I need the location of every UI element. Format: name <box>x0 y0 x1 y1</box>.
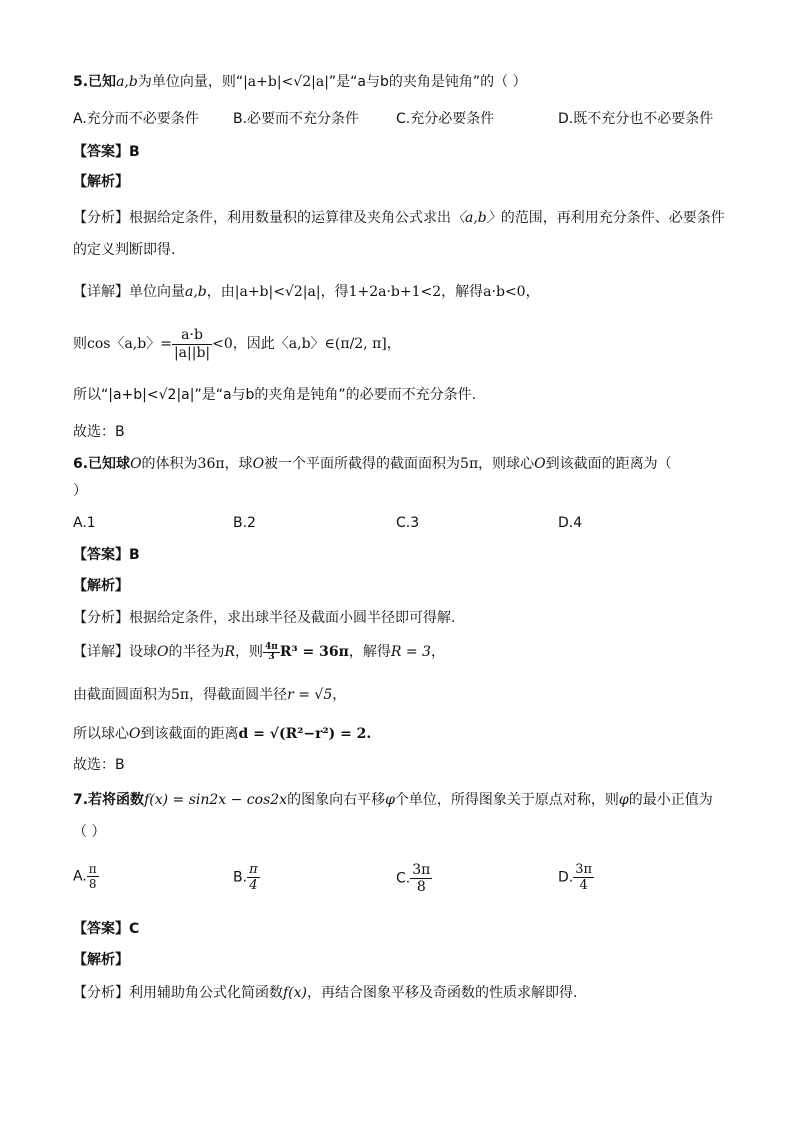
q5-analysis-heading: 【解析】 <box>73 174 129 190</box>
q6-stem-text-2: ，球 <box>224 456 253 472</box>
q5-fenxi-angle: 〈a,b〉 <box>451 210 501 226</box>
q7-option-b <box>233 862 260 893</box>
q6-xj-text-2: 的半径为 <box>168 644 225 660</box>
q6-distance-line <box>73 724 371 744</box>
q5-cos-line <box>73 326 401 362</box>
q6-volume: 36π <box>197 456 225 472</box>
q6-xj-frac-den: 3 <box>268 651 275 662</box>
q5-condition: |a+b|<√2|a| <box>243 74 329 90</box>
q5-xiangjie-line1 <box>73 282 540 302</box>
q5-xiangjie-vectors: a,b <box>185 284 207 300</box>
q5-cos-range-b: (π/2, π] <box>334 336 387 352</box>
q7-opt-c-den: 8 <box>416 879 426 895</box>
q7-answer: 【答案】C <box>73 921 140 937</box>
q6-option-a: A.1 <box>73 515 96 531</box>
q6-dist-eq: d = √(R²−r²) = 2. <box>238 726 372 742</box>
q7-opt-a-den: 8 <box>88 877 97 891</box>
q5-cos-fraction <box>172 327 212 362</box>
q5-cos-rhs: <0 <box>212 336 233 352</box>
q5-stem-text-3: a与b的夹角是钝角”的（ ） <box>357 74 527 90</box>
q6-stem-text: 的体积为 <box>141 456 198 472</box>
q7-fenxi <box>73 983 577 1003</box>
q7-analysis-heading: 【解析】 <box>73 952 129 968</box>
q6-xj-r: R <box>224 644 236 660</box>
q7-opt-b-num: π <box>249 862 258 877</box>
q7-opt-b-den: 4 <box>249 878 258 893</box>
q5-stem-text-2: ”是“ <box>328 74 358 90</box>
q7-fenxi-text: 【分析】利用辅助角公式化简函数 <box>73 985 283 1001</box>
q5-fenxi-line2: 的定义判断即得. <box>73 242 176 258</box>
q6-answer: 【答案】B <box>73 547 140 563</box>
q7-opt-d-label: D. <box>558 869 574 886</box>
q7-stem-text: 的图象向右平移 <box>287 792 386 808</box>
q5-option-d: D.既不充分也不必要条件 <box>558 111 714 127</box>
q6-jiemian-line <box>73 685 346 705</box>
q7-opt-d-num: 3π <box>575 862 593 877</box>
q6-dist-o: O <box>129 726 141 742</box>
q5-conclusion: 所以“|a+b|<√2|a|”是“a与b的夹角是钝角”的必要而不充分条件. <box>73 387 477 403</box>
q6-jm-text-3: ， <box>332 687 347 703</box>
q6-stem-close: ） <box>73 483 87 499</box>
q6-xj-text-4: ，解得 <box>348 644 391 660</box>
q5-guxuan: 故选：B <box>73 424 125 440</box>
q5-xiangjie-text-5: ， <box>525 284 540 300</box>
q5-cos-mid: ，因此 <box>232 336 275 352</box>
q7-opt-d-den: 4 <box>579 878 588 893</box>
q7-opt-b-label: B. <box>233 869 248 886</box>
q7-option-c <box>396 862 432 895</box>
q5-xiangjie-eq2: a·b<0 <box>483 284 526 300</box>
q5-cos-prefix: 则 <box>73 336 87 352</box>
q7-fenxi-text-2: ，再结合图象平移及奇函数的性质求解即得. <box>307 985 578 1001</box>
q5-stem-text: 为单位向量，则“ <box>137 74 244 90</box>
q6-stem-text-4: ，则球心 <box>478 456 535 472</box>
q5-xiangjie-text: 【详解】单位向量 <box>73 284 185 300</box>
q6-dist-text: 所以球心 <box>73 726 129 742</box>
q5-cos-lhs: cos〈a,b〉= <box>87 336 172 352</box>
q6-sphere-o: O <box>130 456 142 472</box>
q5-cos-range-a: 〈a,b〉∈ <box>274 336 335 352</box>
q5-option-a: A.充分而不必要条件 <box>73 111 199 127</box>
q7-stem-text-3: 的最小正值为 <box>628 792 713 808</box>
q6-xj-text-3: ，则 <box>235 644 264 660</box>
q7-opt-c-fraction <box>410 862 432 895</box>
q7-number: 7.若将函数 <box>73 792 145 808</box>
q7-stem-close: （ ） <box>73 824 106 840</box>
q7-option-d <box>558 862 594 893</box>
q6-stem <box>73 454 672 474</box>
q6-area: 5π <box>460 456 479 472</box>
q7-opt-d-fraction <box>573 862 594 893</box>
q7-stem-text-2: 个单位，所得图象关于原点对称，则 <box>394 792 619 808</box>
q6-jm-area: 5π <box>171 687 190 703</box>
q6-xj-text-5: ， <box>430 644 445 660</box>
q7-opt-c-num: 3π <box>412 862 431 878</box>
q6-xj-frac-num: 4π <box>265 641 278 652</box>
q7-stem <box>73 790 713 810</box>
q6-xj-fraction <box>263 643 280 662</box>
q7-opt-a-label: A. <box>73 868 87 885</box>
q6-jm-text-2: ，得截面圆半径 <box>189 687 288 703</box>
q5-cos-denominator: |a||b| <box>173 344 211 361</box>
q6-number: 6.已知球 <box>73 456 131 472</box>
q5-xiangjie-text-4: ，解得 <box>441 284 484 300</box>
q7-fenxi-f: f(x) <box>283 985 308 1001</box>
q5-xiangjie-text-2: ，由 <box>206 284 235 300</box>
q6-stem-text-3: 被一个平面所截得的截面面积为 <box>264 456 461 472</box>
q6-xj-r3: R = 3 <box>390 644 431 660</box>
q7-phi-2: φ <box>618 792 629 808</box>
q6-jm-r: r = √5 <box>287 687 333 703</box>
q6-sphere-o-2: O <box>252 456 265 472</box>
q7-opt-b-fraction <box>247 862 260 893</box>
q6-option-d: D.4 <box>558 515 583 531</box>
q7-opt-a-fraction <box>87 862 99 891</box>
q7-function: f(x) = sin2x − cos2x <box>144 792 288 808</box>
q7-opt-a-num: π <box>88 862 97 876</box>
q6-sphere-o-3: O <box>534 456 546 472</box>
q5-cos-numerator: a·b <box>172 327 212 345</box>
q5-fenxi-text-2: 的范围，再利用充分条件、必要条件 <box>500 210 725 226</box>
q5-cos-end: ， <box>386 336 401 352</box>
q6-xj-o: O <box>157 644 169 660</box>
q5-option-c: C.充分必要条件 <box>396 111 495 127</box>
q7-opt-c-label: C. <box>396 870 411 887</box>
q6-option-b: B.2 <box>233 515 256 531</box>
q5-xiangjie-condition: |a+b|<√2|a| <box>234 284 321 300</box>
q5-xiangjie-text-3: ，得 <box>320 284 349 300</box>
q6-dist-text-2: 到该截面的距离 <box>140 726 239 742</box>
q5-option-b: B.必要而不充分条件 <box>233 111 360 127</box>
q6-option-c: C.3 <box>396 515 420 531</box>
q7-option-a <box>73 862 99 891</box>
q6-xj-text: 【详解】设球 <box>73 644 157 660</box>
q6-stem-text-5: 到该截面的距离为（ <box>545 456 672 472</box>
q5-fenxi-line1 <box>73 208 725 228</box>
q6-fenxi: 【分析】根据给定条件，求出球半径及截面小圆半径即可得解. <box>73 610 456 626</box>
q5-vectors: a,b <box>116 74 138 90</box>
q5-fenxi-text: 【分析】根据给定条件，利用数量积的运算律及夹角公式求出 <box>73 210 451 226</box>
q5-xiangjie-eq1: 1+2a·b+1<2 <box>348 284 442 300</box>
q6-jm-text: 由截面圆面积为 <box>73 687 171 703</box>
q5-number: 5.已知 <box>73 74 117 90</box>
q6-analysis-heading: 【解析】 <box>73 578 129 594</box>
q6-xiangjie-line <box>73 642 445 662</box>
q5-stem <box>73 72 527 92</box>
q7-phi: φ <box>385 792 395 808</box>
q6-xj-eq: R³ = 36π <box>279 644 349 660</box>
q5-answer: 【答案】B <box>73 144 140 160</box>
q6-guxuan: 故选：B <box>73 757 125 773</box>
